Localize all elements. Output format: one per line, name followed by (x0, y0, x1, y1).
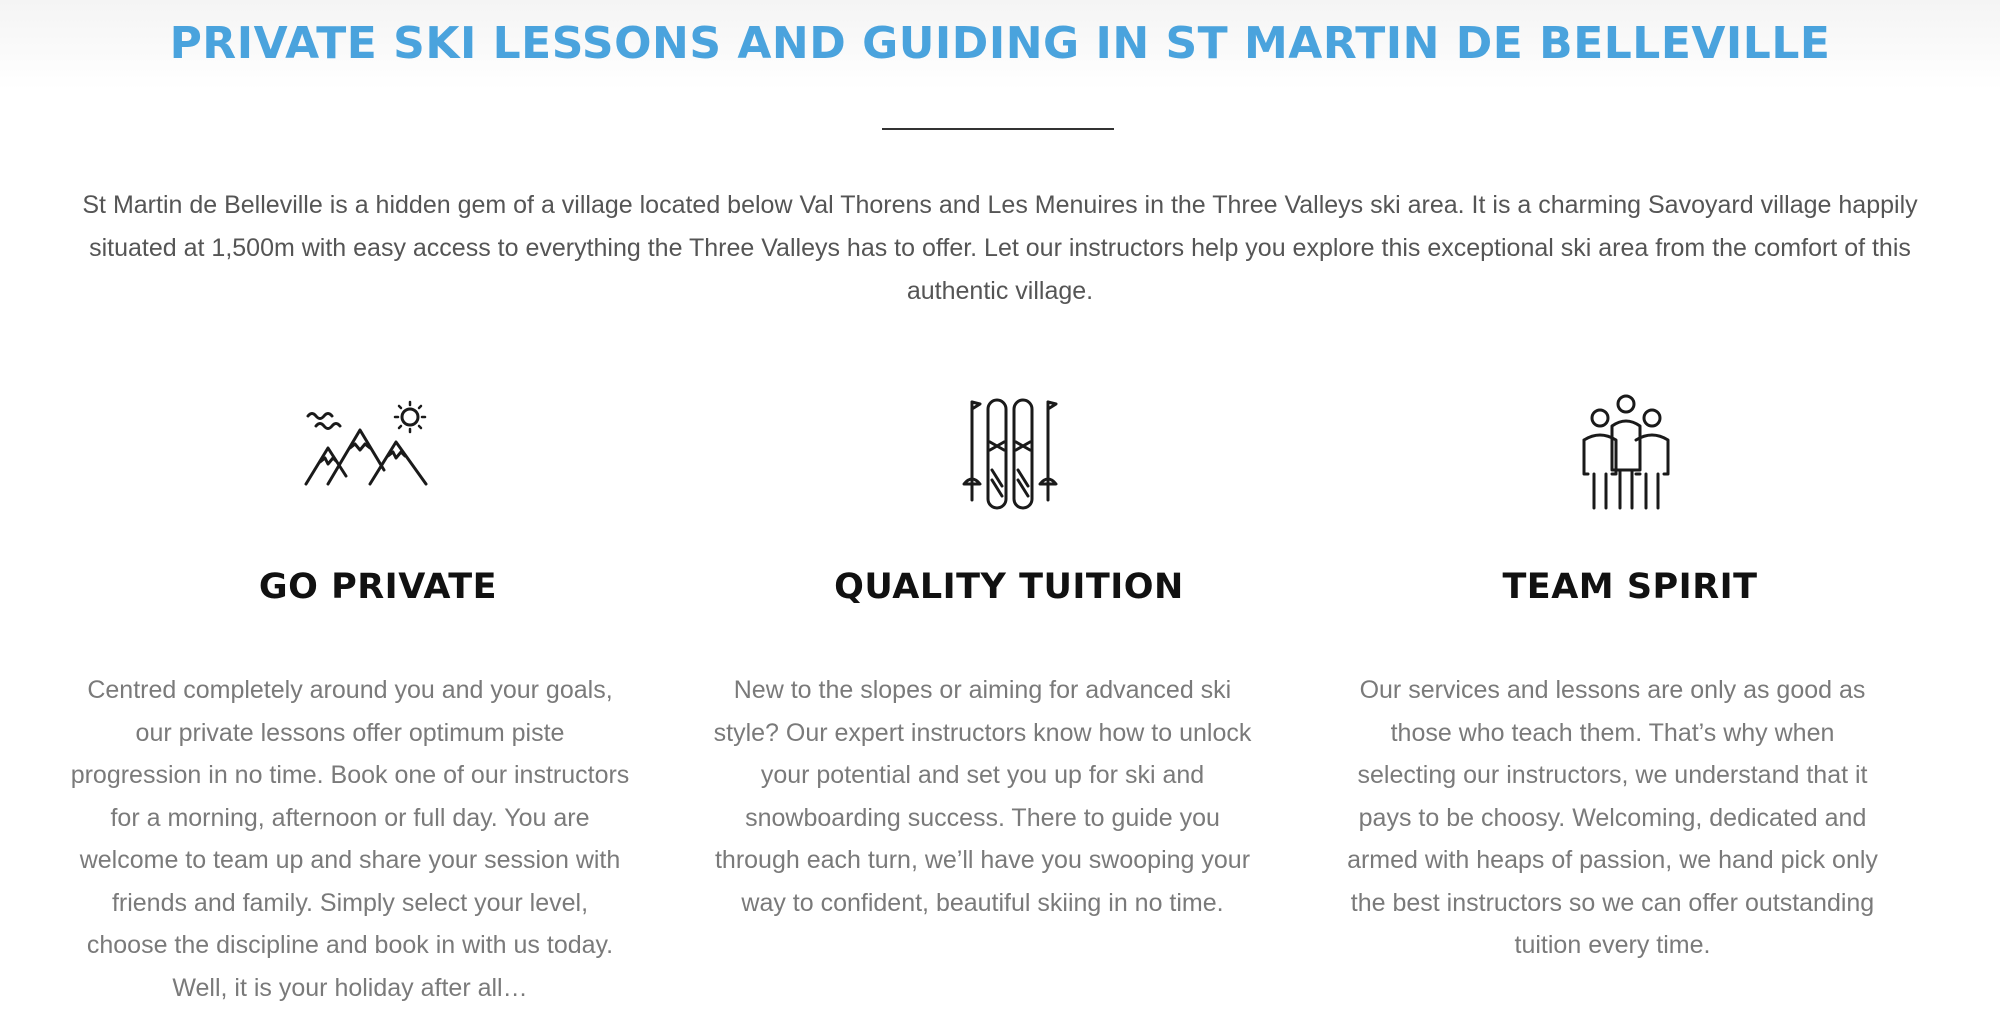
intro-paragraph: St Martin de Belleville is a hidden gem of a village located below Val Thorens and Les Menuires in the Three Valleys ski area. It is a charming Savoyard village happily situated at 1,500m with easy access to everything the Three Valleys has to offer. Let our instructors help you explore this exceptional ski area from the comfort of this authentic village. (82, 191, 1918, 305)
title-divider (882, 128, 1114, 130)
feature-text: Centred completely around you and your goals, our private lessons offer optimum piste progression in no time. Book one of our instructors for a morning, afternoon or full day. You are welcome to team up and share your session with friends and family. Simply select your level, choose the discipline and book in with us today. Well, it is your holiday after all… (70, 676, 630, 1002)
feature-team-spirit (1320, 390, 1940, 1010)
feature-title: TEAM SPIRIT (1502, 567, 1758, 607)
feature-title: GO PRIVATE (258, 567, 498, 607)
feature-text: Our services and lessons are only as good as those who teach them. That’s why when selecting our instructors, we understand that it pays to be choosy. Welcoming, dedicated and armed with heaps of passion, we hand pick only the best instructors so we can offer outstanding tuition every time. (1347, 676, 1878, 959)
feature-text: New to the slopes or aiming for advanced ski style? Our expert instructors know how to unlock your potential and set you up for ski and snowboarding success. There to guide you through each turn, we’ll have you swooping your way to confident, beautiful skiing in no time. (713, 676, 1252, 917)
mountains-icon (298, 390, 438, 520)
page-title: PRIVATE SKI LESSONS AND GUIDING IN ST MARTIN DE BELLEVILLE (169, 18, 1831, 69)
feature-quality-tuition (690, 390, 1310, 1010)
team-icon (1556, 390, 1696, 520)
feature-title: QUALITY TUITION (834, 567, 1184, 607)
feature-go-private (60, 390, 680, 1010)
skis-and-poles-icon (940, 390, 1080, 520)
